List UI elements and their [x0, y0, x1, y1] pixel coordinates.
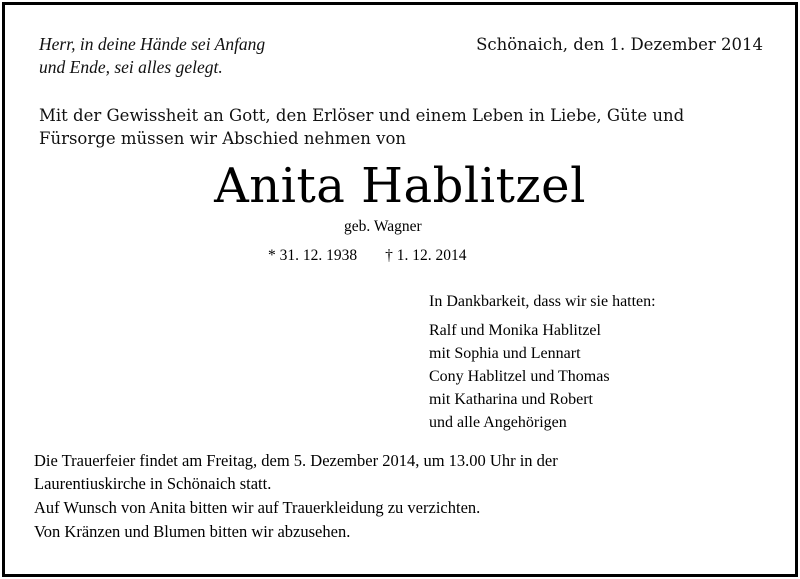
deceased-name: Anita Hablitzel [214, 158, 586, 214]
funeral-notice-line-1: Die Trauerfeier findet am Freitag, dem 5. Dezember 2014, um 13.00 Uhr in der [34, 451, 558, 470]
mourner-line: mit Sophia und Lennart [429, 345, 581, 362]
mourner-line: und alle Angehörigen [429, 414, 567, 431]
funeral-notice-line-2: Laurentiuskirche in Schönaich statt. [34, 474, 272, 493]
place-and-date: Schönaich, den 1. Dezember 2014 [476, 35, 763, 54]
flowers-notice: Von Kränzen und Blumen bitten wir abzusehen. [34, 522, 351, 541]
death-date: † 1. 12. 2014 [385, 247, 467, 264]
bible-motto [39, 33, 265, 79]
mourners-block [429, 290, 656, 434]
mourners-heading: In Dankbarkeit, dass wir sie hatten: [429, 293, 656, 310]
life-dates [268, 245, 467, 267]
mourner-line: Cony Hablitzel und Thomas [429, 368, 610, 385]
maiden-name: geb. Wagner [344, 218, 422, 235]
notices-block [34, 449, 769, 543]
birth-date: * 31. 12. 1938 [268, 247, 358, 264]
intro-text [39, 104, 769, 150]
motto-line-1: Herr, in deine Hände sei Anfang [39, 34, 266, 54]
motto-line-2: und Ende, sei alles gelegt. [39, 57, 223, 77]
clothing-notice: Auf Wunsch von Anita bitten wir auf Trauerkleidung zu verzichten. [34, 498, 481, 517]
intro-line-1: Mit der Gewissheit an Gott, den Erlöser und einem Leben in Liebe, Güte und [39, 106, 685, 125]
mourner-line: mit Katharina und Robert [429, 391, 593, 408]
mourner-line: Ralf und Monika Hablitzel [429, 322, 601, 339]
intro-line-2: Fürsorge müssen wir Abschied nehmen von [39, 129, 407, 148]
